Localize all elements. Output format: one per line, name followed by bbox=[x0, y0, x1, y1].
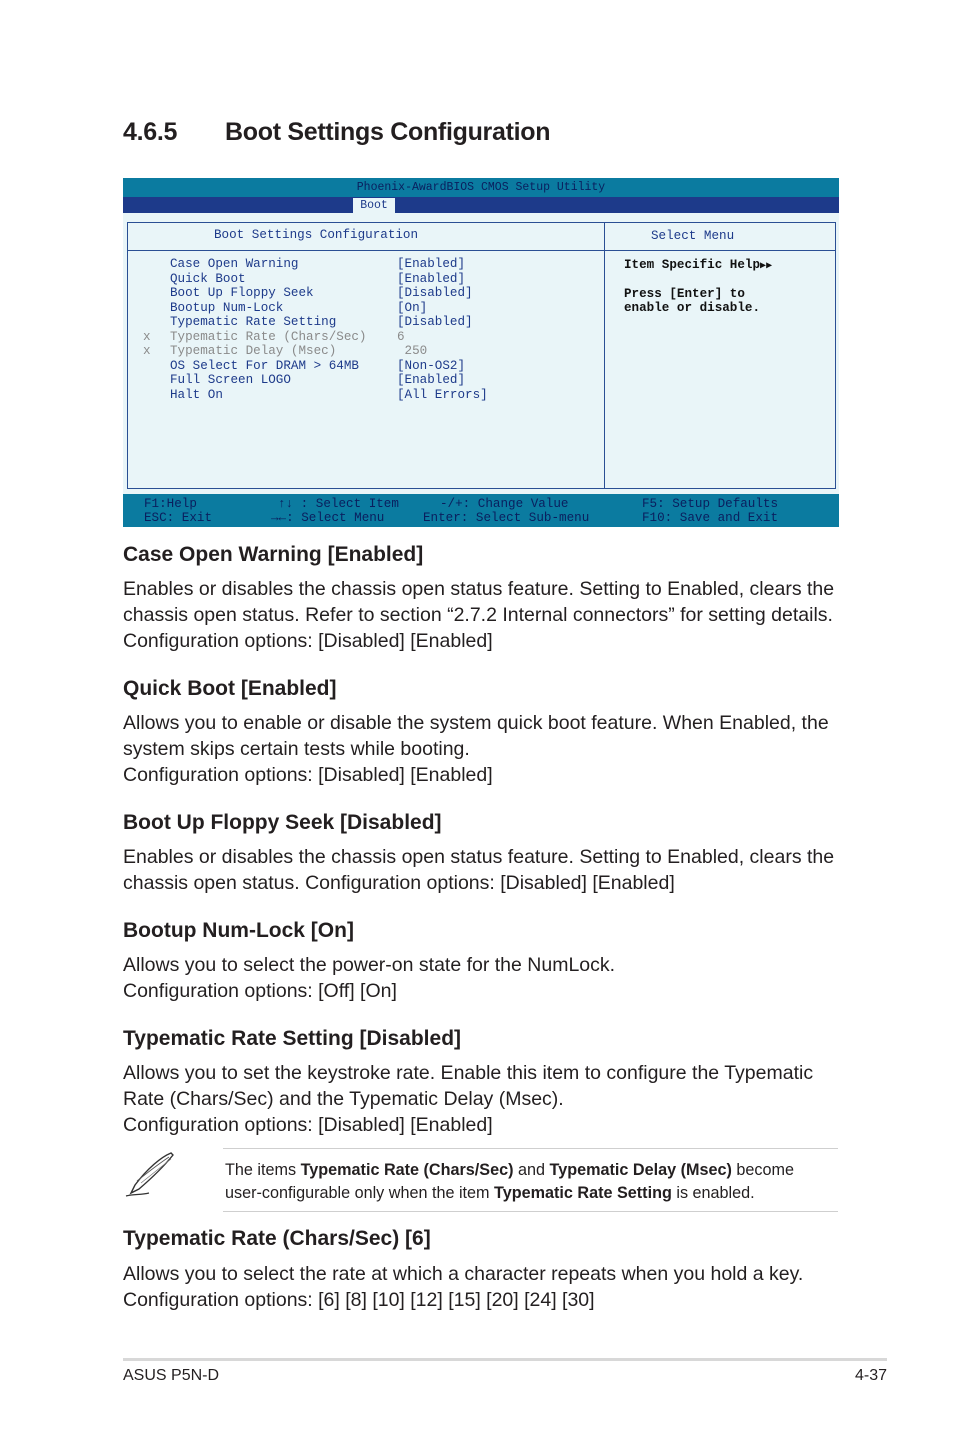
bios-item-value[interactable]: [Disabled] bbox=[397, 286, 473, 300]
key-exit: ESC: Exit bbox=[144, 511, 213, 525]
text-line: Allows you to select the power-on state for the NumLock. bbox=[123, 954, 616, 976]
heading-boot-up-floppy-seek: Boot Up Floppy Seek [Disabled] bbox=[123, 811, 442, 834]
footer-product: ASUS P5N-D bbox=[123, 1367, 220, 1384]
bios-tab-bar bbox=[123, 197, 839, 213]
bios-item-label: Bootup Num-Lock bbox=[170, 300, 284, 315]
bios-item-value: 250 bbox=[397, 344, 428, 358]
bios-item-disabled-mark: x bbox=[143, 329, 151, 344]
bios-panel-divider bbox=[604, 222, 605, 489]
key-select-item: ↑↓ : Select Item bbox=[278, 497, 399, 511]
heading-quick-boot: Quick Boot [Enabled] bbox=[123, 677, 337, 700]
text-line: Configuration options: [Off] [On] bbox=[123, 980, 397, 1002]
bios-help-line: enable or disable. bbox=[624, 301, 761, 315]
bios-key-legend bbox=[123, 494, 839, 527]
footer-page-number: 4-37 bbox=[854, 1367, 887, 1384]
bios-item-value[interactable]: [Enabled] bbox=[397, 257, 466, 271]
section-number: 4.6.5 bbox=[123, 118, 178, 146]
key-select-submenu: Enter: Select Sub-menu bbox=[423, 511, 590, 525]
text-line: Allows you to select the rate at which a character repeats when you hold a key. bbox=[123, 1263, 804, 1285]
note-bottom-rule bbox=[223, 1211, 838, 1212]
bios-item-label: Case Open Warning bbox=[170, 257, 299, 271]
heading-typematic-rate-chars: Typematic Rate (Chars/Sec) [6] bbox=[123, 1227, 431, 1250]
pen-note-icon bbox=[123, 1151, 177, 1199]
text-line: Configuration options: [Disabled] [Enabled] bbox=[123, 1114, 493, 1136]
paragraph-case-open-warning bbox=[123, 576, 843, 654]
text-line: Configuration options: [Disabled] [Enabled] bbox=[123, 630, 493, 652]
key-help: F1:Help bbox=[144, 497, 197, 511]
text-line: chassis open status. Refer to section “2.7.2 Internal connectors” for setting details. bbox=[123, 604, 833, 626]
footer-rule bbox=[123, 1358, 887, 1361]
text-line: chassis open status. Configuration options: [Disabled] [Enabled] bbox=[123, 872, 675, 894]
bios-screenshot bbox=[123, 178, 839, 527]
text-line: system skips certain tests while booting. bbox=[123, 738, 470, 760]
bios-item-label: Typematic Rate (Chars/Sec) bbox=[170, 329, 367, 344]
bios-item-value[interactable]: [All Errors] bbox=[397, 387, 488, 402]
bios-tab-boot[interactable]: Boot bbox=[353, 198, 395, 213]
bios-item-value: 6 bbox=[397, 329, 405, 344]
text-line: Rate (Chars/Sec) and the Typematic Delay (Msec). bbox=[123, 1088, 564, 1110]
text-line: Allows you to set the keystroke rate. Enable this item to configure the Typematic bbox=[123, 1062, 814, 1084]
text-line: Enables or disables the chassis open status feature. Setting to Enabled, clears the bbox=[123, 578, 835, 600]
bios-item-label: OS Select For DRAM > 64MB bbox=[170, 358, 359, 373]
bios-help-title: Item Specific Help▶▶ bbox=[624, 258, 773, 272]
bios-item-label: Quick Boot bbox=[170, 271, 246, 286]
paragraph-boot-up-floppy-seek bbox=[123, 844, 843, 896]
heading-typematic-rate-setting: Typematic Rate Setting [Disabled] bbox=[123, 1027, 462, 1050]
section-title-text: Boot Settings Configuration bbox=[225, 118, 551, 146]
bios-item-value[interactable]: [Enabled] bbox=[397, 271, 466, 286]
heading-case-open-warning: Case Open Warning [Enabled] bbox=[123, 543, 424, 566]
bios-item-value[interactable]: [On] bbox=[397, 300, 428, 315]
bios-title: Phoenix-AwardBIOS CMOS Setup Utility bbox=[356, 181, 606, 194]
bios-item-disabled-mark: x bbox=[143, 344, 151, 358]
key-select-menu: →←: Select Menu bbox=[271, 511, 385, 525]
double-arrow-icon: ▶▶ bbox=[760, 261, 773, 272]
bios-item-label: Boot Up Floppy Seek bbox=[170, 286, 314, 300]
text-line: Allows you to enable or disable the system quick boot feature. When Enabled, the bbox=[123, 712, 829, 734]
bios-item-label: Typematic Delay (Msec) bbox=[170, 344, 337, 358]
key-save-exit: F10: Save and Exit bbox=[642, 511, 779, 525]
bios-item-label: Full Screen LOGO bbox=[170, 373, 291, 387]
note-box bbox=[123, 1148, 838, 1212]
bios-item-value[interactable]: [Non-OS2] bbox=[397, 358, 466, 373]
note-text: The items Typematic Rate (Chars/Sec) and Typematic Delay (Msec) become user-configurable only when the item Typematic Rate Setting is enabled. bbox=[225, 1161, 794, 1202]
bios-item-label: Typematic Rate Setting bbox=[170, 315, 337, 329]
bios-header-divider bbox=[127, 250, 836, 251]
bios-side-title: Select Menu bbox=[651, 229, 735, 243]
text-line: Enables or disables the chassis open status feature. Setting to Enabled, clears the bbox=[123, 846, 835, 868]
paragraph-quick-boot bbox=[123, 710, 843, 788]
heading-bootup-num-lock: Bootup Num-Lock [On] bbox=[123, 919, 354, 942]
key-setup-defaults: F5: Setup Defaults bbox=[642, 497, 779, 511]
bios-title-bar bbox=[123, 178, 839, 197]
paragraph-bootup-num-lock bbox=[123, 952, 843, 1004]
key-change-value: -/+: Change Value bbox=[440, 497, 569, 511]
paragraph-typematic-rate-chars bbox=[123, 1261, 843, 1313]
bios-item-value[interactable]: [Enabled] bbox=[397, 373, 466, 387]
paragraph-typematic-rate-setting bbox=[123, 1060, 843, 1138]
bios-item-value[interactable]: [Disabled] bbox=[397, 315, 473, 329]
text-line: Configuration options: [Disabled] [Enabled] bbox=[123, 764, 493, 786]
text-line: Configuration options: [6] [8] [10] [12] [15] [20] [24] [30] bbox=[123, 1289, 595, 1311]
bios-panel-title: Boot Settings Configuration bbox=[214, 228, 419, 242]
note-top-rule bbox=[223, 1148, 838, 1149]
section-title bbox=[123, 118, 550, 147]
bios-help-line: Press [Enter] to bbox=[624, 287, 745, 301]
bios-item-label: Halt On bbox=[170, 387, 223, 402]
